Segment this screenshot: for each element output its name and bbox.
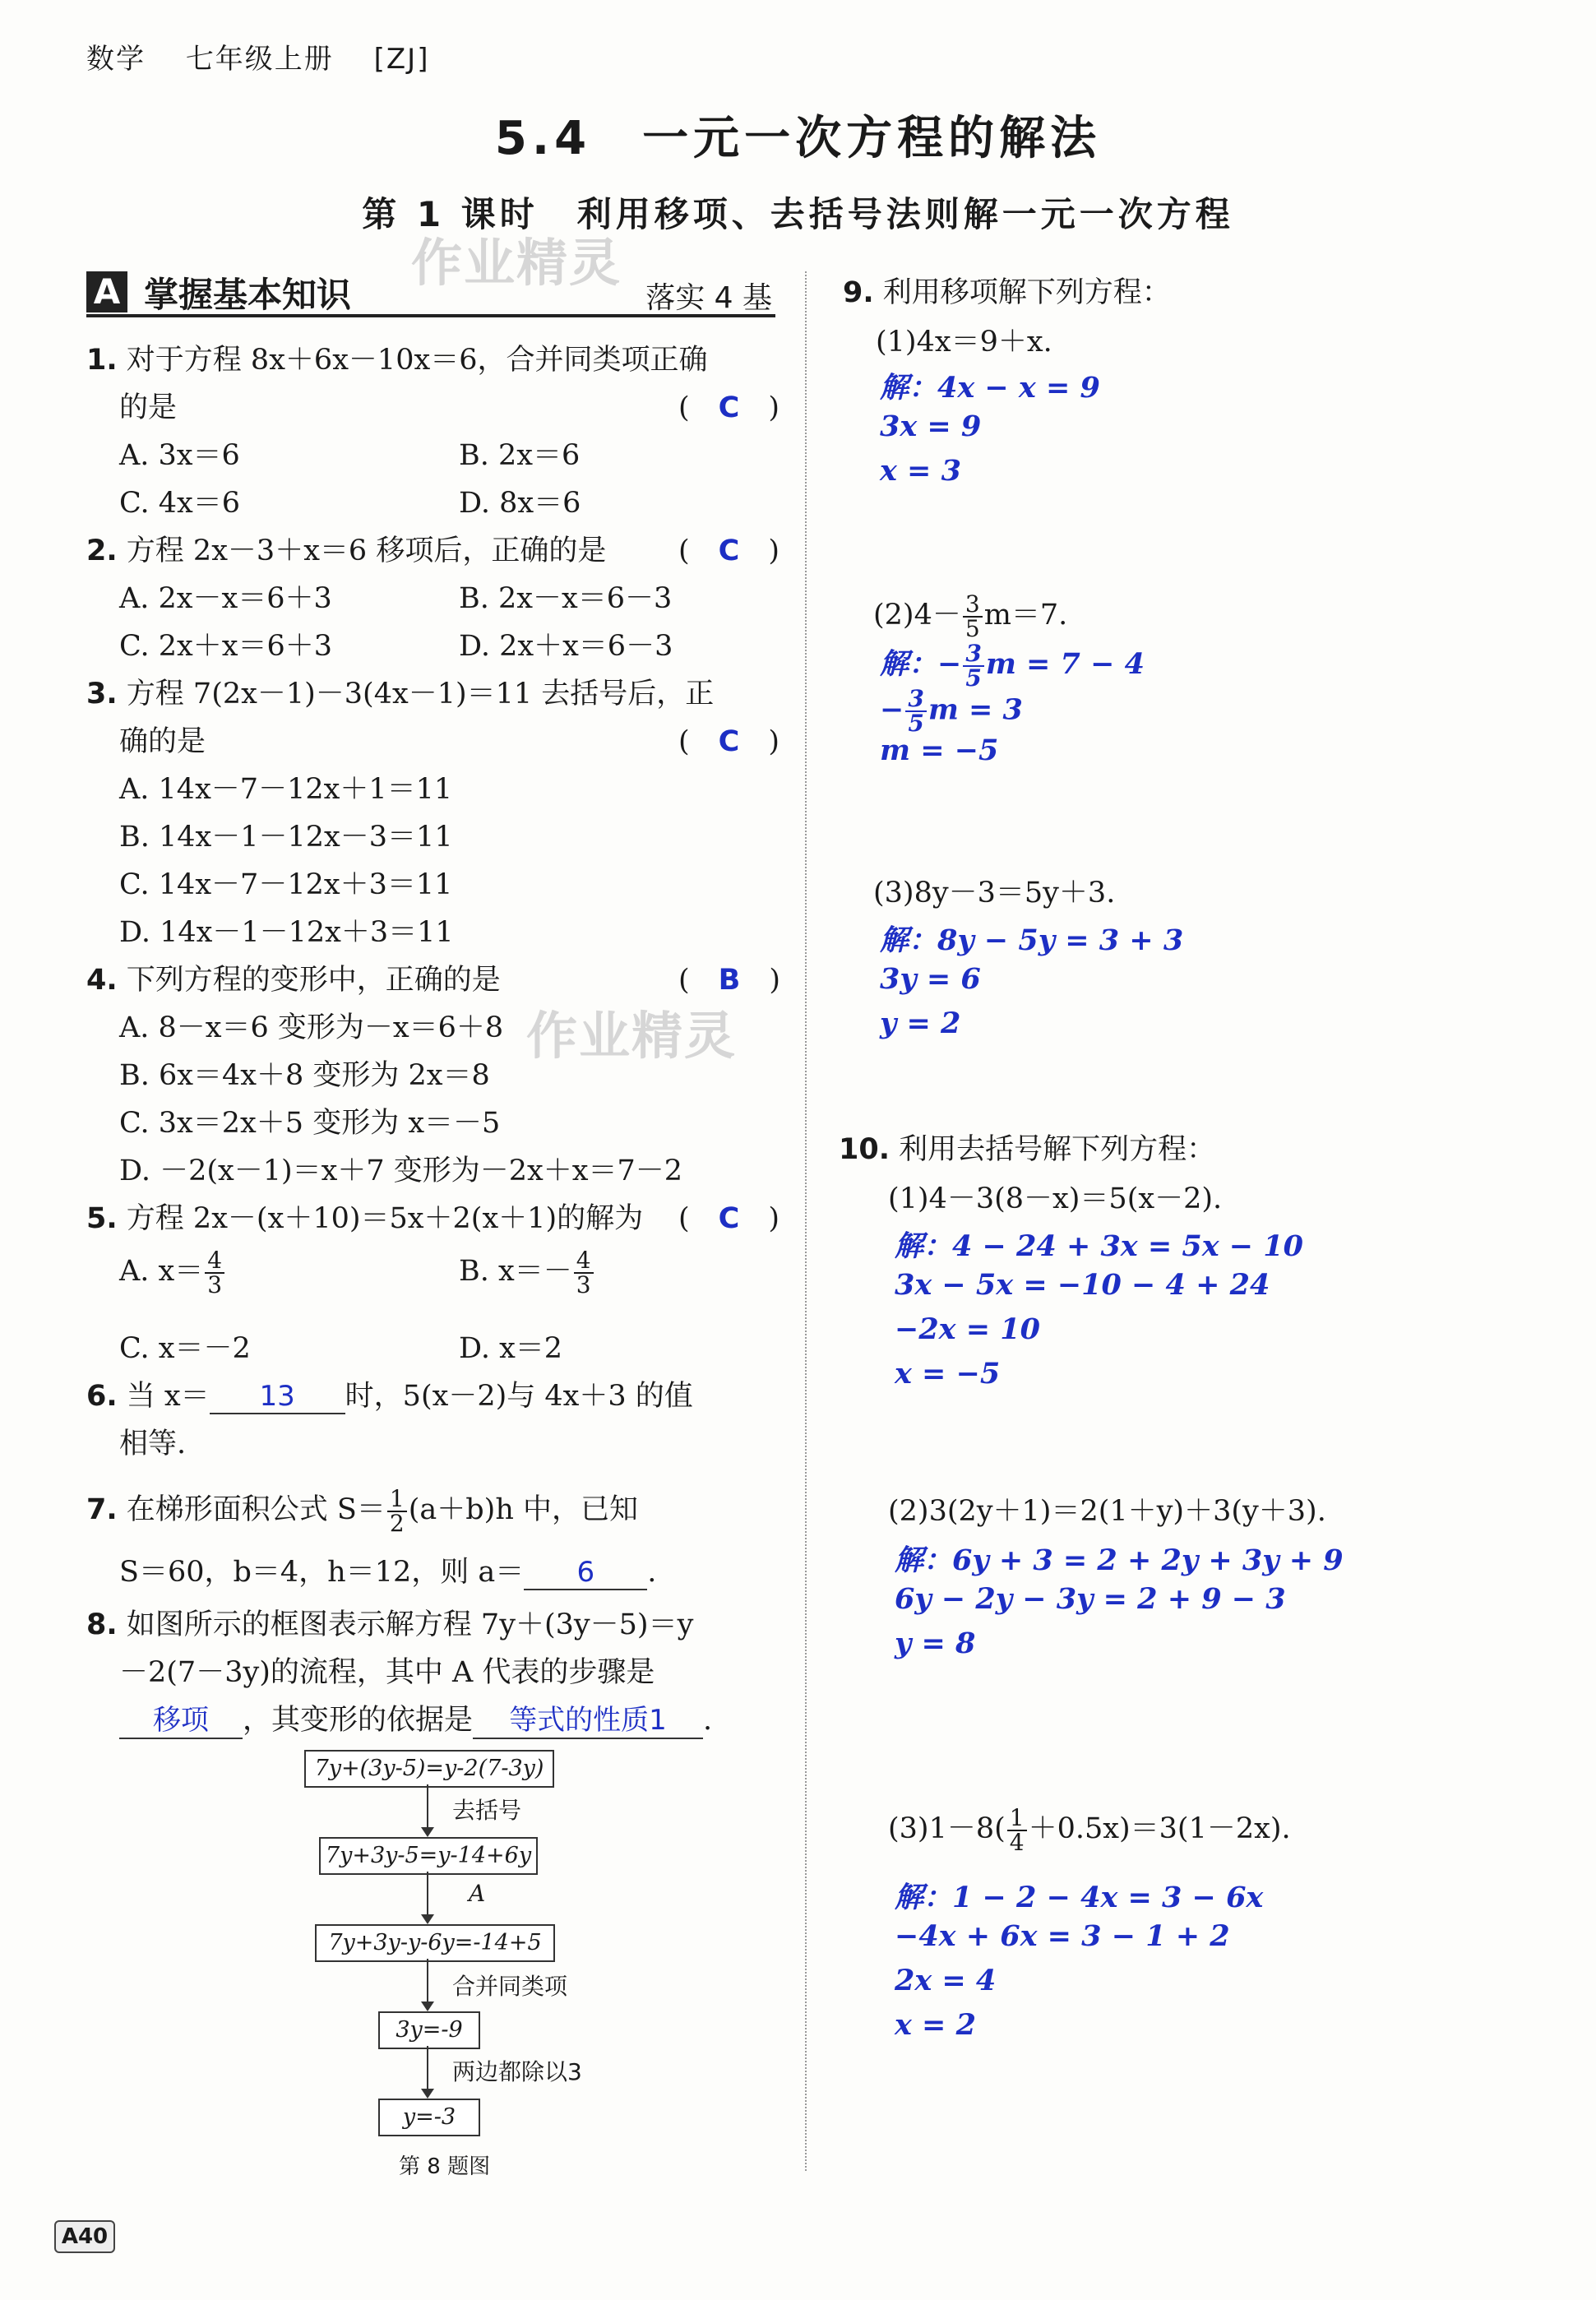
- question-text: 的是: [119, 391, 178, 424]
- question-text: 利用去括号解下列方程：: [899, 1133, 1216, 1166]
- flow-arrow: [427, 1872, 428, 1918]
- fraction-denominator: 3: [576, 1270, 591, 1298]
- header-grade: 七年级上册: [185, 43, 334, 76]
- lesson-subtitle: 第 1 课时 利用移项、去括号法则解一元一次方程: [362, 194, 1234, 234]
- answer-blank: 6: [524, 1556, 647, 1590]
- question-number: 1.: [86, 344, 118, 377]
- question-6: [86, 1373, 693, 1414]
- option-c: C. 3x＝2x＋5 变形为 x＝－5: [119, 1107, 501, 1140]
- option-a: A. 3x＝6: [119, 439, 240, 472]
- option-b: B. 6x＝4x＋8 变形为 2x＝8: [119, 1059, 490, 1092]
- arrow-head-icon: [421, 1827, 434, 1837]
- section-title: 掌握基本知识: [144, 275, 352, 315]
- option-label: A. x＝: [119, 1255, 204, 1288]
- section-header: [86, 268, 775, 317]
- question-number: 3.: [86, 678, 118, 710]
- fraction: [387, 1484, 407, 1537]
- answer-bracket: ( B ): [678, 964, 780, 997]
- sub-problem: (3)8y－3＝5y＋3.: [873, 877, 1116, 909]
- question-text: [119, 1697, 712, 1739]
- question-10: [839, 1127, 1215, 1168]
- question-8: [86, 1602, 693, 1643]
- question-text: S＝60，b＝4，h＝12，则 a＝: [119, 1556, 525, 1589]
- question-2: [86, 528, 606, 569]
- fraction-denominator: 3: [207, 1270, 223, 1298]
- header-subject: 数学: [86, 43, 146, 76]
- solution-line: x = 3: [880, 454, 961, 488]
- section-tagline: 落实 4 基: [645, 281, 772, 315]
- solution-text: 解：−: [880, 647, 962, 681]
- fraction-numerator: 4: [205, 1249, 224, 1274]
- question-number: 9.: [843, 276, 874, 309]
- answer-choice: C: [718, 391, 740, 424]
- arrow-head-icon: [421, 2089, 434, 2099]
- fraction: [574, 1246, 594, 1298]
- fraction-denominator: 5: [965, 614, 980, 642]
- sub-problem: [888, 1803, 1291, 1856]
- solution-text: −: [880, 692, 904, 727]
- question-text: 时，5(x－2)与 4x＋3 的值: [345, 1380, 693, 1413]
- question-text: 方程 2x－(x＋10)＝5x＋2(x＋1)的解为: [126, 1202, 644, 1235]
- option-a: A. 14x－7－12x＋1＝11: [119, 773, 453, 806]
- question-text: .: [703, 1704, 713, 1737]
- option-c: C. x＝－2: [119, 1332, 251, 1365]
- question-text: [119, 1549, 656, 1590]
- question-text: 下列方程的变形中，正确的是: [126, 964, 501, 997]
- question-number: 8.: [86, 1608, 118, 1641]
- question-number: 10.: [839, 1133, 891, 1166]
- option-a: [119, 1248, 226, 1297]
- flow-step-label: 去括号: [452, 1797, 522, 1824]
- solution-line: y = 8: [895, 1627, 976, 1660]
- option-d: D. 8x＝6: [459, 487, 581, 520]
- question-4: [86, 957, 501, 998]
- arrow-head-icon: [421, 1914, 434, 1924]
- question-number: 7.: [86, 1493, 118, 1526]
- option-a: A. 8－x＝6 变形为－x＝6＋8: [119, 1011, 504, 1044]
- option-b: B. 14x－1－12x－3＝11: [119, 821, 453, 854]
- solution-line: y = 2: [880, 1007, 961, 1040]
- page-title: 5.4 一元一次方程的解法: [494, 112, 1102, 165]
- question-text: (a＋b)h 中，已知: [408, 1493, 638, 1526]
- option-c: C. 2x＋x＝6＋3: [119, 630, 333, 663]
- solution-line: −2x = 10: [895, 1312, 1040, 1346]
- solution-text: m = 7 − 4: [985, 647, 1145, 681]
- question-3: [86, 671, 714, 712]
- solution-line: 解：8y − 5y = 3 + 3: [880, 923, 1184, 957]
- flow-box: y=-3: [378, 2099, 480, 2136]
- page-number: A40: [54, 2220, 115, 2253]
- option-c: C. 14x－7－12x＋3＝11: [119, 868, 453, 901]
- sub-problem: [873, 592, 1067, 641]
- answer-bracket: ( C ): [678, 1202, 779, 1235]
- option-a: A. 2x－x＝6＋3: [119, 582, 332, 615]
- option-b: B. 2x＝6: [459, 439, 581, 472]
- solution-line: x = −5: [895, 1357, 1001, 1391]
- question-number: 5.: [86, 1202, 118, 1235]
- fraction-numerator: 1: [387, 1488, 407, 1512]
- option-label: B. x＝－: [459, 1255, 572, 1288]
- answer-choice: C: [718, 535, 740, 567]
- fraction-numerator: 4: [574, 1249, 594, 1274]
- answer-blank: 等式的性质1: [473, 1697, 703, 1739]
- problem-text: (3)1－8(: [888, 1812, 1006, 1845]
- flow-arrow: [427, 1959, 428, 2005]
- option-d: D. 2x＋x＝6－3: [459, 630, 673, 663]
- solution-line: 3x = 9: [880, 410, 982, 443]
- flow-box: 3y=-9: [378, 2011, 480, 2049]
- fraction: [963, 639, 983, 692]
- watermark: 作业精灵: [526, 1006, 738, 1066]
- option-d: D. 14x－1－12x＋3＝11: [119, 916, 454, 949]
- question-text: 利用移项解下列方程：: [882, 276, 1171, 309]
- answer-choice: B: [718, 964, 741, 997]
- solution-line: [880, 687, 1023, 735]
- solution-line: 3y = 6: [880, 962, 981, 996]
- answer-blank: 移项: [119, 1697, 243, 1739]
- question-number: 4.: [86, 964, 118, 997]
- sub-problem: (1)4－3(8－x)＝5(x－2).: [888, 1182, 1223, 1215]
- question-text: －2(7－3y)的流程，其中 A 代表的步骤是: [119, 1656, 655, 1689]
- arrow-head-icon: [421, 2002, 434, 2011]
- column-divider: [805, 271, 807, 2171]
- solution-line: 解：4 − 24 + 3x = 5x − 10: [895, 1229, 1303, 1263]
- solution-line: m = −5: [880, 734, 999, 767]
- question-number: 2.: [86, 535, 118, 567]
- answer-choice: C: [718, 725, 740, 758]
- solution-line: 解：6y + 3 = 2 + 2y + 3y + 9: [895, 1543, 1344, 1577]
- question-text: 当 x＝: [126, 1380, 210, 1413]
- question-text: ，其变形的依据是: [243, 1704, 474, 1737]
- question-5: [86, 1196, 643, 1237]
- answer-bracket: ( C ): [678, 535, 779, 567]
- solution-line: 6y − 2y − 3y = 2 + 9 − 3: [895, 1582, 1286, 1616]
- question-text: 在梯形面积公式 S＝: [126, 1493, 386, 1526]
- question-text: 确的是: [119, 725, 206, 758]
- option-b: B. 2x－x＝6－3: [459, 582, 673, 615]
- fraction-numerator: 3: [963, 642, 983, 667]
- problem-text: m＝7.: [983, 599, 1068, 632]
- fraction: [1007, 1803, 1027, 1856]
- watermark: 作业精灵: [411, 233, 622, 293]
- answer-bracket: ( C ): [678, 725, 779, 758]
- flow-box: 7y+(3y-5)=y-2(7-3y): [304, 1750, 554, 1788]
- solution-line: 解：4x − x = 9: [880, 371, 1100, 405]
- option-c: C. 4x＝6: [119, 487, 241, 520]
- figure-caption: 第 8 题图: [399, 2154, 491, 2179]
- option-b: [459, 1248, 595, 1297]
- fraction-denominator: 4: [1009, 1828, 1025, 1856]
- solution-line: 解：1 − 2 − 4x = 3 − 6x: [895, 1881, 1264, 1914]
- fraction-denominator: 5: [965, 664, 982, 692]
- flow-box: 7y+3y-5=y-14+6y: [319, 1837, 538, 1875]
- fraction: [963, 590, 983, 642]
- question-text: 如图所示的框图表示解方程 7y＋(3y－5)＝y: [126, 1608, 694, 1641]
- solution-line: 3x − 5x = −10 − 4 + 24: [895, 1268, 1270, 1302]
- fraction-denominator: 2: [389, 1509, 405, 1537]
- fraction-numerator: 3: [963, 593, 983, 618]
- answer-bracket: ( C ): [678, 391, 779, 424]
- fraction-denominator: 5: [908, 710, 924, 737]
- option-d: D. －2(x－1)＝x＋7 变形为－2x＋x＝7－2: [119, 1155, 683, 1187]
- sub-problem: (2)3(2y＋1)＝2(1＋y)＋3(y＋3).: [888, 1495, 1326, 1528]
- flow-arrow: [427, 1784, 428, 1830]
- problem-text: (2)4－: [873, 599, 961, 632]
- fraction-numerator: 3: [905, 687, 926, 712]
- problem-text: ＋0.5x)＝3(1－2x).: [1028, 1812, 1291, 1845]
- flow-arrow: [427, 2046, 428, 2092]
- flow-step-label: 合并同类项: [452, 1973, 568, 2000]
- solution-line: 2x = 4: [895, 1964, 997, 1997]
- solution-text: m = 3: [928, 692, 1023, 727]
- question-7: [86, 1484, 638, 1537]
- sub-problem: (1)4x＝9＋x.: [876, 326, 1052, 359]
- flow-step-label: 两边都除以3: [452, 2058, 582, 2085]
- solution-line: x = 2: [895, 2008, 976, 2042]
- question-text: 方程 7(2x－1)－3(4x－1)＝11 去括号后，正: [126, 678, 715, 710]
- question-number: 6.: [86, 1380, 118, 1413]
- section-badge: A: [86, 271, 127, 312]
- flow-step-label: A: [469, 1880, 486, 1907]
- page-header: [86, 36, 429, 76]
- fraction: [205, 1246, 224, 1298]
- question-text: 相等.: [119, 1428, 187, 1460]
- question-text: .: [647, 1556, 657, 1589]
- fraction-numerator: 1: [1007, 1807, 1027, 1831]
- answer-choice: C: [718, 1202, 740, 1235]
- option-d: D. x＝2: [459, 1332, 563, 1365]
- question-9: [843, 270, 1171, 311]
- solution-line: −4x + 6x = 3 − 1 + 2: [895, 1919, 1230, 1953]
- question-text: 对于方程 8x＋6x－10x＝6，合并同类项正确: [126, 344, 708, 377]
- header-edition: [ZJ]: [373, 43, 430, 76]
- fraction: [905, 687, 926, 735]
- flow-box: 7y+3y-y-6y=-14+5: [315, 1924, 555, 1962]
- answer-blank: 13: [210, 1380, 345, 1414]
- question-text: 方程 2x－3＋x＝6 移项后，正确的是: [126, 535, 607, 567]
- solution-line: [880, 641, 1145, 690]
- question-1: [86, 337, 707, 378]
